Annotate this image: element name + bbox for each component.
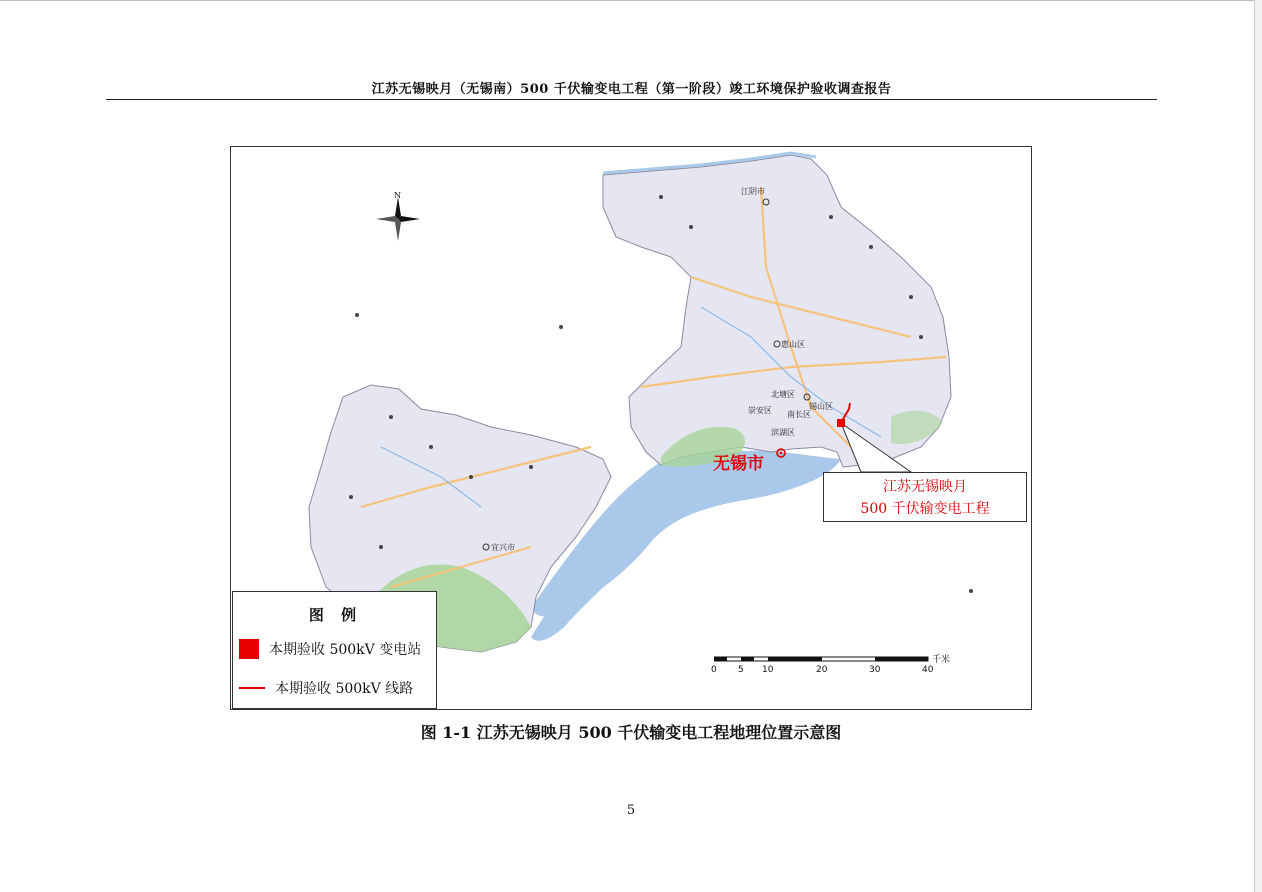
north-label: N — [394, 191, 401, 200]
label-yixing: 宜兴市 — [491, 543, 515, 552]
substation-square-icon — [239, 639, 259, 659]
page-right-edge — [1254, 0, 1262, 892]
legend-title: 图 例 — [308, 606, 363, 624]
label-nanchang: 南长区 — [787, 410, 811, 419]
north-arrow-icon — [376, 197, 420, 241]
map-legend — [232, 591, 437, 709]
page-top-edge — [0, 0, 1262, 1]
scale-unit: 千米 — [932, 655, 951, 665]
label-jiangyin: 江阴市 — [741, 187, 765, 196]
report-header-title: 江苏无锡映月（无锡南）500 千伏输变电工程（第一阶段）竣工环境保护验收调查报告 — [371, 82, 892, 97]
scale-tick-20: 20 — [816, 665, 828, 675]
location-map — [230, 146, 1032, 710]
line-symbol-icon — [239, 687, 265, 689]
header-rule — [106, 99, 1157, 100]
legend-line-label: 本期验收 500kV 线路 — [275, 681, 414, 697]
legend-row-substation — [239, 639, 421, 659]
legend-substation-label: 本期验收 500kV 变电站 — [269, 642, 422, 658]
substation-marker — [837, 419, 845, 427]
callout-line-1: 江苏无锡映月 — [883, 479, 967, 495]
legend-row-line — [239, 678, 413, 698]
scale-tick-30: 30 — [869, 665, 881, 675]
page-number: 5 — [626, 803, 636, 818]
project-callout — [823, 472, 1027, 522]
label-beitang: 北塘区 — [771, 390, 795, 399]
label-xishan: 锡山区 — [809, 402, 833, 411]
label-binhu: 滨湖区 — [771, 428, 795, 437]
scale-bar — [711, 655, 974, 683]
scale-tick-10: 10 — [762, 665, 774, 675]
scale-tick-0: 0 — [711, 665, 717, 675]
callout-line-2: 500 千伏输变电工程 — [860, 501, 990, 517]
label-huishan: 惠山区 — [781, 340, 805, 349]
figure-caption: 图 1-1 江苏无锡映月 500 千伏输变电工程地理位置示意图 — [420, 723, 842, 742]
scale-tick-40: 40 — [922, 665, 934, 675]
city-label-wuxi: 无锡市 — [713, 454, 764, 474]
scale-tick-5: 5 — [738, 665, 744, 675]
label-chongan: 崇安区 — [748, 406, 772, 415]
